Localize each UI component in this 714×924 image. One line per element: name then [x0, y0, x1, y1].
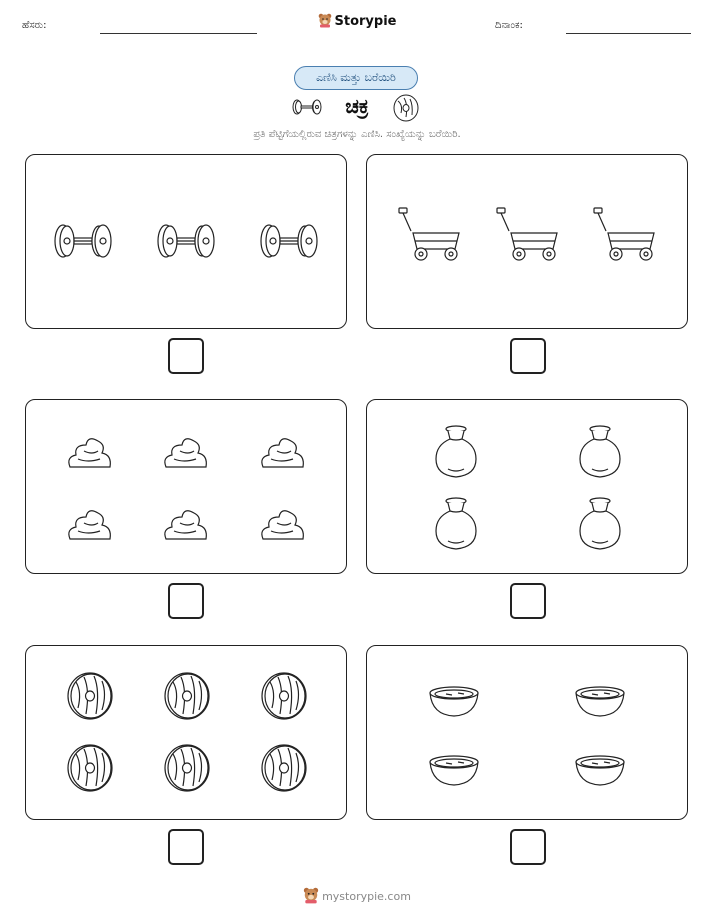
storypie-bear-icon — [318, 13, 332, 32]
pot-icon — [580, 426, 620, 477]
name-field[interactable] — [100, 33, 257, 34]
answer-box[interactable] — [168, 583, 204, 619]
wooden-wheel-icon — [165, 673, 209, 719]
count-panel-wagons — [366, 154, 688, 329]
dough-icon — [262, 439, 303, 467]
date-field[interactable] — [566, 33, 691, 34]
count-panel-bowls — [366, 645, 688, 820]
wooden-wheel-icon — [391, 93, 421, 127]
dumbbell-icon — [55, 225, 111, 257]
name-label: ಹೆಸರು: — [22, 20, 47, 31]
activity-badge: ಎಣಿಸಿ ಮತ್ತು ಬರೆಯಿರಿ — [294, 66, 418, 90]
answer-box[interactable] — [510, 583, 546, 619]
count-panel-wheels — [25, 645, 347, 820]
answer-box[interactable] — [168, 338, 204, 374]
instructions: ಪ್ರತಿ ಪೆಟ್ಟಿಗೆಯಲ್ಲಿರುವ ಚಿತ್ರಗಳನ್ನು ಎಣಿಸಿ. ಸಂಖ್ಯೆಯನ್ನು ಬರೆಯಿರಿ. — [253, 129, 461, 140]
bowl-icon — [430, 687, 478, 716]
brand-logo — [0, 13, 714, 32]
dumbbell-icon — [158, 225, 214, 257]
worksheet-title: ಚಕ್ರ — [345, 94, 369, 118]
wooden-wheel-icon — [262, 673, 306, 719]
bowl-icon — [576, 756, 624, 785]
answer-box[interactable] — [510, 829, 546, 865]
dough-icon — [69, 439, 110, 467]
date-label: ದಿನಾಂಕ: — [495, 20, 523, 31]
wooden-wheel-icon — [68, 745, 112, 791]
count-panel-dough — [25, 399, 347, 574]
brand-name: Storypie — [334, 14, 397, 29]
answer-box[interactable] — [510, 338, 546, 374]
dough-icon — [262, 511, 303, 539]
bowl-icon — [576, 687, 624, 716]
wagon-icon — [399, 208, 459, 260]
dough-icon — [69, 511, 110, 539]
pot-icon — [436, 426, 476, 477]
pot-icon — [580, 498, 620, 549]
dough-icon — [165, 511, 206, 539]
dough-icon — [165, 439, 206, 467]
wooden-wheel-icon — [68, 673, 112, 719]
count-panel-pots — [366, 399, 688, 574]
count-panel-dumbbells — [25, 154, 347, 329]
pot-icon — [436, 498, 476, 549]
wooden-wheel-icon — [262, 745, 306, 791]
wooden-wheel-icon — [165, 745, 209, 791]
wagon-icon — [594, 208, 654, 260]
bowl-icon — [430, 756, 478, 785]
footer — [0, 887, 714, 907]
answer-box[interactable] — [168, 829, 204, 865]
dumbbell-icon — [261, 225, 317, 257]
footer-url[interactable]: mystorypie.com — [322, 890, 411, 903]
wagon-icon — [497, 208, 557, 260]
storypie-bear-icon — [303, 887, 319, 907]
